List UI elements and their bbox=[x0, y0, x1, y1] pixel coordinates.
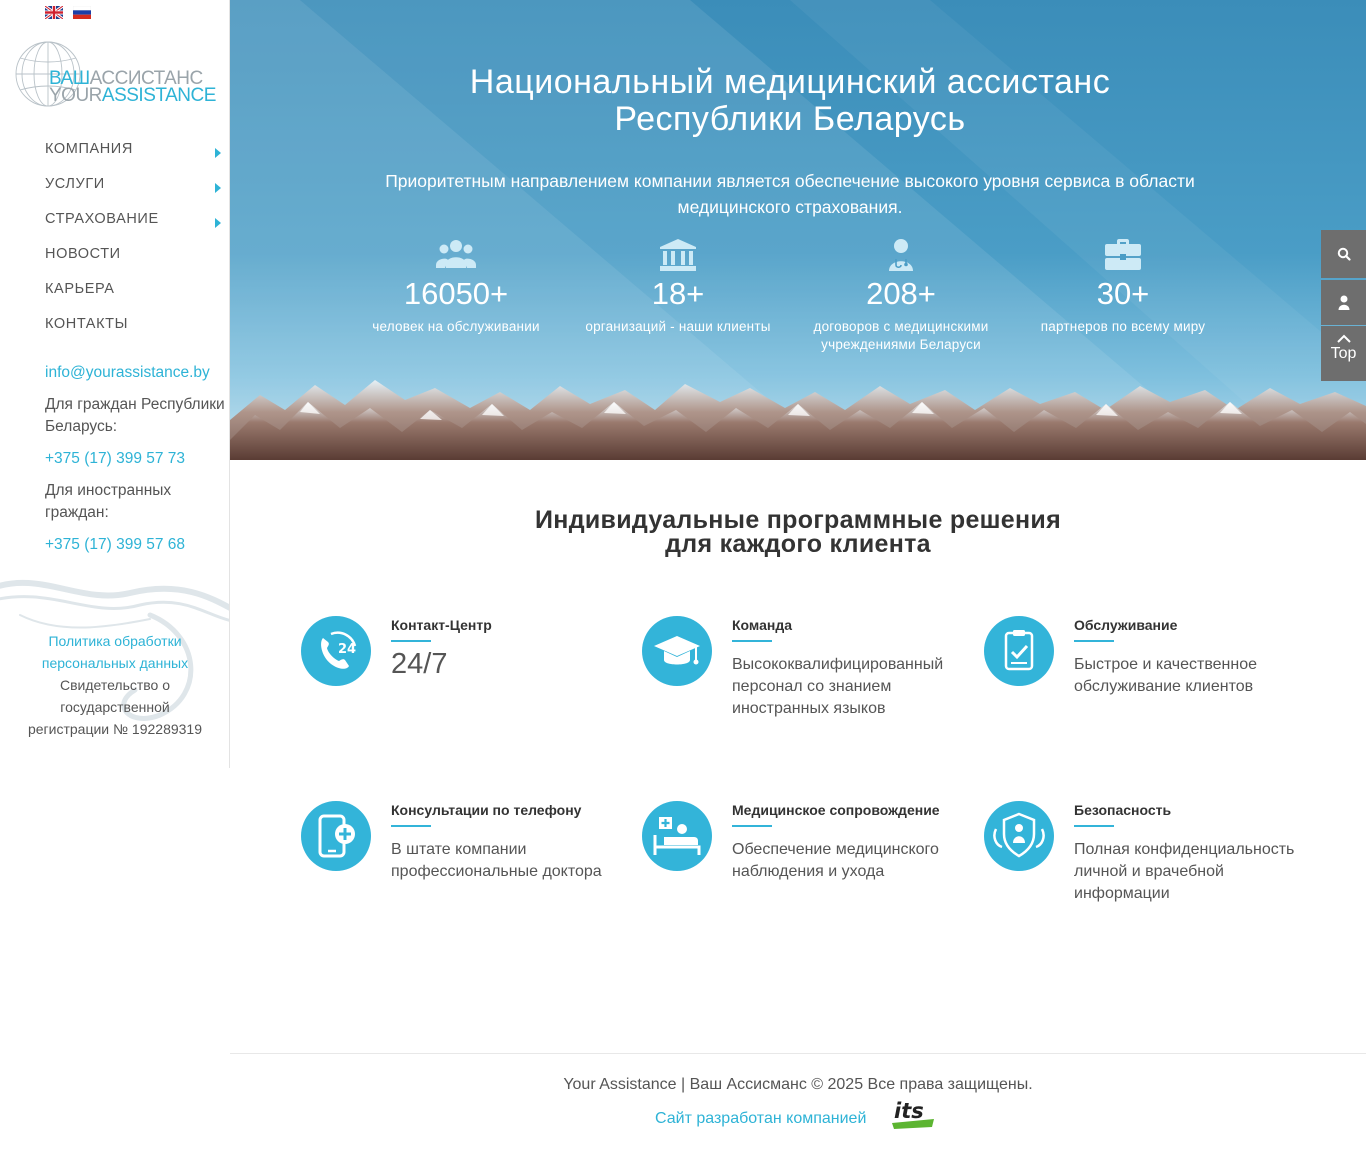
section-title-line: для каждого клиента bbox=[665, 530, 931, 558]
hero-banner bbox=[230, 0, 1366, 460]
developer-link[interactable]: Сайт разработан компанией bbox=[655, 1110, 867, 1127]
citizens-label: Для граждан Республики Беларусь: bbox=[45, 396, 225, 435]
hospital-bed-icon bbox=[642, 801, 712, 871]
stat-partners bbox=[1028, 238, 1218, 336]
search-icon bbox=[1337, 230, 1351, 278]
feature-contact-center bbox=[301, 616, 621, 766]
doctor-icon bbox=[881, 238, 921, 272]
graduation-cap-icon bbox=[642, 616, 712, 686]
logo-part: ASSISTANCE bbox=[101, 85, 216, 106]
its-logo-icon[interactable] bbox=[890, 1096, 938, 1130]
copyright: Your Assistance | Ваш Ассисманс © 2025 Все права защищены. bbox=[563, 1076, 1033, 1093]
clipboard-check-icon bbox=[984, 616, 1054, 686]
footer-divider bbox=[230, 1053, 1366, 1054]
stat-label: организаций - наши клиенты bbox=[585, 319, 771, 334]
account-button[interactable] bbox=[1321, 280, 1366, 325]
feature-text: Быстрое и качественное обслуживание клиентов bbox=[1074, 656, 1257, 695]
logo-part: YOUR bbox=[49, 85, 102, 106]
stat-number: 18+ bbox=[651, 276, 705, 311]
nav-item-label: КАРЬЕРА bbox=[45, 281, 115, 297]
nav-item-label: НОВОСТИ bbox=[45, 246, 121, 262]
briefcase-icon bbox=[1103, 238, 1143, 272]
phone-24-icon bbox=[301, 616, 371, 686]
feature-icon-circle bbox=[642, 616, 712, 686]
sidebar-contacts bbox=[45, 362, 225, 566]
stat-organizations bbox=[583, 238, 773, 336]
feature-icon-circle bbox=[301, 616, 371, 686]
nav-item-career[interactable] bbox=[45, 278, 225, 313]
stat-label: договоров с медицинскими учреждениями Беларуси bbox=[813, 319, 989, 352]
feature-medical-support bbox=[642, 801, 962, 951]
feature-divider bbox=[1074, 825, 1114, 827]
nav-item-label: КОНТАКТЫ bbox=[45, 316, 129, 332]
feature-title: Команда bbox=[732, 617, 792, 633]
logo-part: АССИСТАНС bbox=[89, 68, 203, 89]
logo-part: ВАШ bbox=[49, 68, 90, 89]
hero-title-line: Национальный медицинский ассистанс bbox=[469, 63, 1111, 101]
nav-item-insurance[interactable] bbox=[45, 208, 225, 243]
stat-number: 208+ bbox=[866, 276, 936, 311]
citizens-phone-link[interactable]: +375 (17) 399 57 73 bbox=[45, 450, 186, 467]
stat-clients bbox=[361, 238, 551, 336]
feature-title: Обслуживание bbox=[1074, 617, 1178, 633]
main-nav bbox=[45, 138, 225, 348]
hero-title bbox=[230, 64, 1350, 138]
language-switcher bbox=[45, 6, 91, 19]
feature-divider bbox=[391, 640, 431, 642]
users-icon bbox=[436, 238, 476, 272]
feature-icon-circle bbox=[642, 801, 712, 871]
nav-item-company[interactable] bbox=[45, 138, 225, 173]
search-button[interactable] bbox=[1321, 230, 1366, 278]
logo-text bbox=[49, 70, 216, 104]
feature-title: Безопасность bbox=[1074, 802, 1172, 818]
section-title bbox=[230, 508, 1366, 556]
flag-ru-icon[interactable] bbox=[73, 6, 91, 19]
user-icon bbox=[1337, 280, 1351, 325]
registration-text: Свидетельство о государственной регистрации № 192289319 bbox=[27, 677, 202, 737]
section-title-line: Индивидуальные программные решения bbox=[535, 506, 1061, 534]
caret-right-icon bbox=[215, 148, 221, 158]
nav-item-label: СТРАХОВАНИЕ bbox=[45, 211, 159, 227]
foreign-label: Для иностранных граждан: bbox=[45, 482, 172, 521]
its-logo-text: its bbox=[894, 1099, 924, 1123]
back-to-top-button[interactable] bbox=[1321, 326, 1366, 381]
feature-icon-circle bbox=[984, 616, 1054, 686]
feature-title: Медицинское сопровождение bbox=[732, 802, 940, 818]
feature-text: Обеспечение медицинского наблюдения и ухода bbox=[732, 841, 939, 880]
shield-person-icon bbox=[984, 801, 1054, 871]
feature-phone-consult bbox=[301, 801, 621, 951]
email-link[interactable]: info@yourassistance.by bbox=[45, 364, 210, 381]
phone-consult-icon bbox=[301, 801, 371, 871]
foreign-phone-link[interactable]: +375 (17) 399 57 68 bbox=[45, 536, 186, 553]
feature-divider bbox=[732, 825, 772, 827]
feature-service bbox=[984, 616, 1304, 766]
nav-item-label: КОМПАНИЯ bbox=[45, 141, 133, 157]
stat-contracts bbox=[806, 238, 996, 354]
caret-right-icon bbox=[215, 183, 221, 193]
chevron-up-icon bbox=[1336, 326, 1352, 346]
sidebar bbox=[0, 0, 230, 768]
back-to-top-label: Top bbox=[1330, 345, 1357, 362]
bank-icon bbox=[658, 238, 698, 272]
nav-item-services[interactable] bbox=[45, 173, 225, 208]
svg-text:24: 24 bbox=[338, 642, 357, 657]
feature-divider bbox=[1074, 640, 1114, 642]
nav-item-news[interactable] bbox=[45, 243, 225, 278]
feature-divider bbox=[391, 825, 431, 827]
stat-label: партнеров по всему миру bbox=[1040, 319, 1206, 334]
caret-right-icon bbox=[215, 218, 221, 228]
policy-block bbox=[0, 630, 230, 740]
feature-big-value: 24/7 bbox=[391, 648, 448, 680]
nav-item-label: УСЛУГИ bbox=[45, 176, 105, 192]
nav-item-contacts[interactable] bbox=[45, 313, 225, 348]
stat-number: 30+ bbox=[1096, 276, 1150, 311]
feature-text: В штате компании профессиональные доктора bbox=[391, 841, 602, 880]
feature-icon-circle bbox=[984, 801, 1054, 871]
hero-subtitle: Приоритетным направлением компании является обеспечение высокого уровня сервиса в области медицинского страхования. bbox=[385, 171, 1195, 217]
stat-label: человек на обслуживании bbox=[372, 319, 540, 334]
feature-divider bbox=[732, 640, 772, 642]
feature-icon-circle bbox=[301, 801, 371, 871]
hero-title-line: Республики Беларусь bbox=[614, 100, 966, 138]
privacy-policy-link[interactable]: Политика обработки персональных данных bbox=[41, 633, 189, 671]
stat-number: 16050+ bbox=[403, 276, 509, 311]
flag-uk-icon[interactable] bbox=[45, 6, 63, 19]
feature-text: Высококвалифицированный персонал со знанием иностранных языков bbox=[732, 656, 944, 717]
feature-title: Контакт-Центр bbox=[391, 617, 492, 633]
feature-team bbox=[642, 616, 962, 766]
feature-text: Полная конфиденциальность личной и врачебной информации bbox=[1074, 841, 1295, 902]
feature-security bbox=[984, 801, 1304, 951]
logo[interactable] bbox=[14, 40, 219, 108]
feature-title: Консультации по телефону bbox=[391, 802, 582, 818]
